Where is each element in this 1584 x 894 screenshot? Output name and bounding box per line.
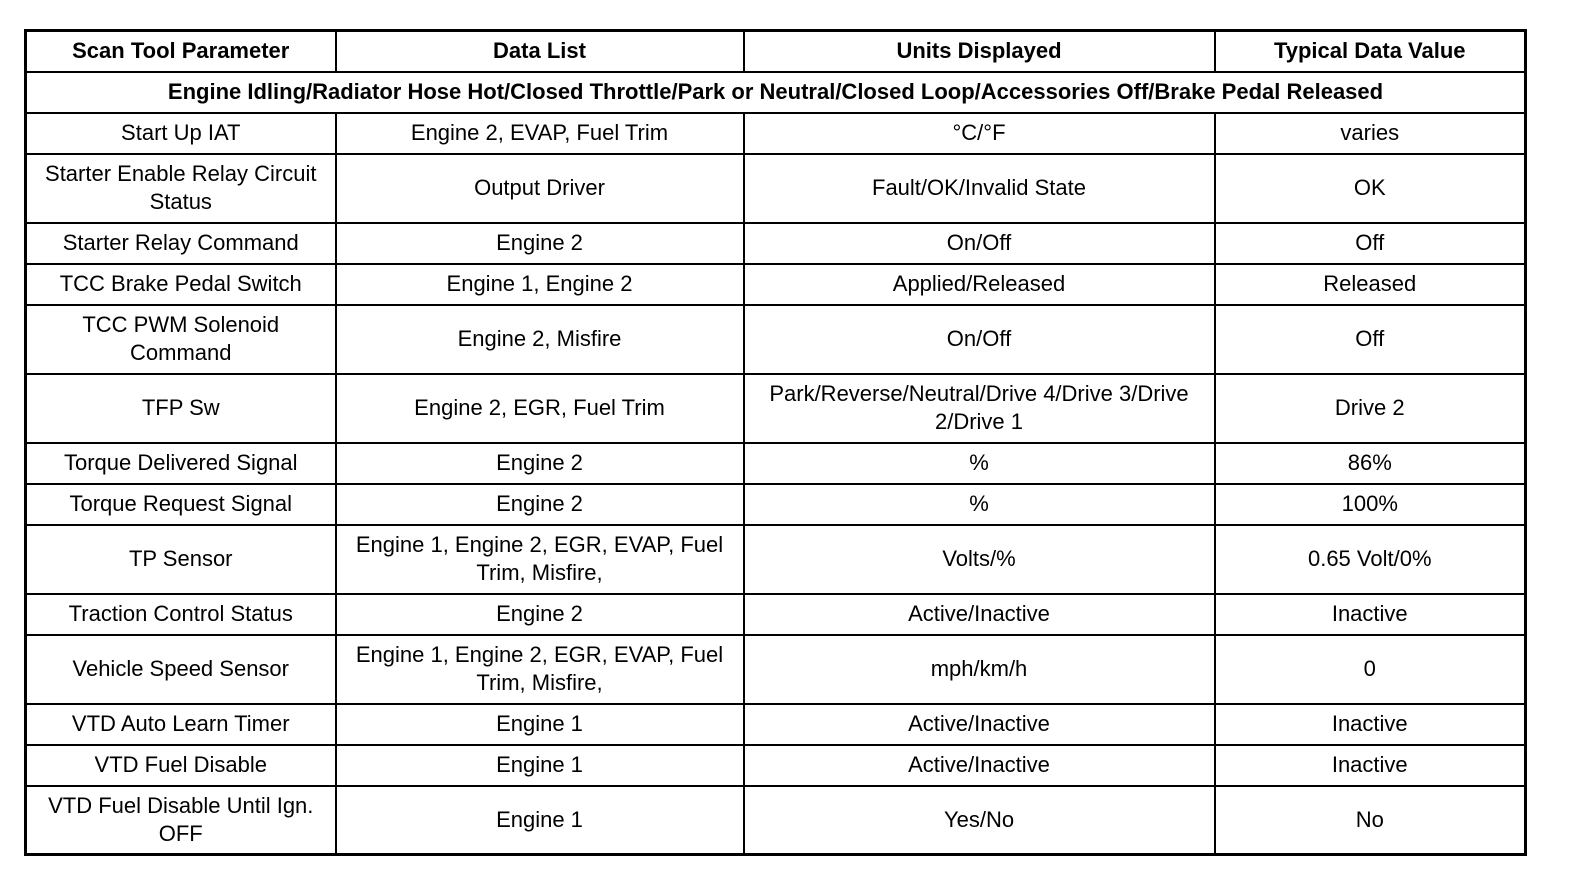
- data-list-cell: Engine 1, Engine 2: [336, 264, 744, 305]
- parameter-cell: Start Up IAT: [26, 113, 336, 154]
- parameter-cell: VTD Fuel Disable Until Ign. OFF: [26, 786, 336, 855]
- table-row: [26, 154, 1526, 223]
- units-cell: On/Off: [744, 223, 1215, 264]
- typical-value-cell: 0: [1215, 635, 1526, 704]
- data-list-cell: Engine 1: [336, 704, 744, 745]
- data-list-cell: Engine 2, EGR, Fuel Trim: [336, 374, 744, 443]
- parameter-cell: Vehicle Speed Sensor: [26, 635, 336, 704]
- typical-value-cell: Released: [1215, 264, 1526, 305]
- typical-value-cell: No: [1215, 786, 1526, 855]
- header-typical-data-value: Typical Data Value: [1215, 31, 1526, 72]
- typical-value-cell: 86%: [1215, 443, 1526, 484]
- table-row: [26, 484, 1526, 525]
- data-list-cell: Engine 1: [336, 786, 744, 855]
- parameter-cell: TCC PWM Solenoid Command: [26, 305, 336, 374]
- units-cell: Fault/OK/Invalid State: [744, 154, 1215, 223]
- section-title: Engine Idling/Radiator Hose Hot/Closed Throttle/Park or Neutral/Closed Loop/Accessories Off/Brake Pedal Released: [26, 72, 1526, 113]
- parameter-cell: TP Sensor: [26, 525, 336, 594]
- parameter-cell: Traction Control Status: [26, 594, 336, 635]
- parameter-cell: Starter Relay Command: [26, 223, 336, 264]
- units-cell: %: [744, 484, 1215, 525]
- typical-value-cell: 100%: [1215, 484, 1526, 525]
- parameter-cell: VTD Fuel Disable: [26, 745, 336, 786]
- data-list-cell: Engine 1, Engine 2, EGR, EVAP, Fuel Trim, Misfire,: [336, 525, 744, 594]
- parameter-cell: Torque Delivered Signal: [26, 443, 336, 484]
- parameter-cell: TFP Sw: [26, 374, 336, 443]
- data-list-cell: Engine 2: [336, 484, 744, 525]
- parameter-cell: VTD Auto Learn Timer: [26, 704, 336, 745]
- typical-value-cell: 0.65 Volt/0%: [1215, 525, 1526, 594]
- table-row: [26, 223, 1526, 264]
- typical-value-cell: varies: [1215, 113, 1526, 154]
- typical-value-cell: Inactive: [1215, 704, 1526, 745]
- table-row: [26, 594, 1526, 635]
- typical-value-cell: Off: [1215, 305, 1526, 374]
- units-cell: Park/Reverse/Neutral/Drive 4/Drive 3/Drive 2/Drive 1: [744, 374, 1215, 443]
- header-data-list: Data List: [336, 31, 744, 72]
- units-cell: Applied/Released: [744, 264, 1215, 305]
- units-cell: %: [744, 443, 1215, 484]
- data-list-cell: Engine 2: [336, 443, 744, 484]
- header-scan-tool-parameter: Scan Tool Parameter: [26, 31, 336, 72]
- header-row: [26, 31, 1526, 72]
- section-row: [26, 72, 1526, 113]
- scan-tool-data-table: [24, 29, 1527, 856]
- table-row: [26, 443, 1526, 484]
- typical-value-cell: Inactive: [1215, 745, 1526, 786]
- typical-value-cell: OK: [1215, 154, 1526, 223]
- units-cell: On/Off: [744, 305, 1215, 374]
- table-row: [26, 305, 1526, 374]
- table-row: [26, 525, 1526, 594]
- units-cell: Yes/No: [744, 786, 1215, 855]
- table-row: [26, 635, 1526, 704]
- typical-value-cell: Drive 2: [1215, 374, 1526, 443]
- table-row: [26, 264, 1526, 305]
- table-row: [26, 374, 1526, 443]
- scan-tool-data-table-container: [24, 29, 1524, 856]
- table-row: [26, 113, 1526, 154]
- data-list-cell: Engine 2: [336, 223, 744, 264]
- data-list-cell: Engine 1: [336, 745, 744, 786]
- units-cell: Active/Inactive: [744, 594, 1215, 635]
- data-list-cell: Output Driver: [336, 154, 744, 223]
- parameter-cell: Torque Request Signal: [26, 484, 336, 525]
- units-cell: Volts/%: [744, 525, 1215, 594]
- typical-value-cell: Inactive: [1215, 594, 1526, 635]
- units-cell: °C/°F: [744, 113, 1215, 154]
- data-list-cell: Engine 2, EVAP, Fuel Trim: [336, 113, 744, 154]
- table-row: [26, 786, 1526, 855]
- table-row: [26, 745, 1526, 786]
- typical-value-cell: Off: [1215, 223, 1526, 264]
- data-list-cell: Engine 2, Misfire: [336, 305, 744, 374]
- header-units-displayed: Units Displayed: [744, 31, 1215, 72]
- data-list-cell: Engine 2: [336, 594, 744, 635]
- units-cell: Active/Inactive: [744, 704, 1215, 745]
- parameter-cell: TCC Brake Pedal Switch: [26, 264, 336, 305]
- parameter-cell: Starter Enable Relay Circuit Status: [26, 154, 336, 223]
- table-row: [26, 704, 1526, 745]
- data-list-cell: Engine 1, Engine 2, EGR, EVAP, Fuel Trim, Misfire,: [336, 635, 744, 704]
- units-cell: mph/km/h: [744, 635, 1215, 704]
- units-cell: Active/Inactive: [744, 745, 1215, 786]
